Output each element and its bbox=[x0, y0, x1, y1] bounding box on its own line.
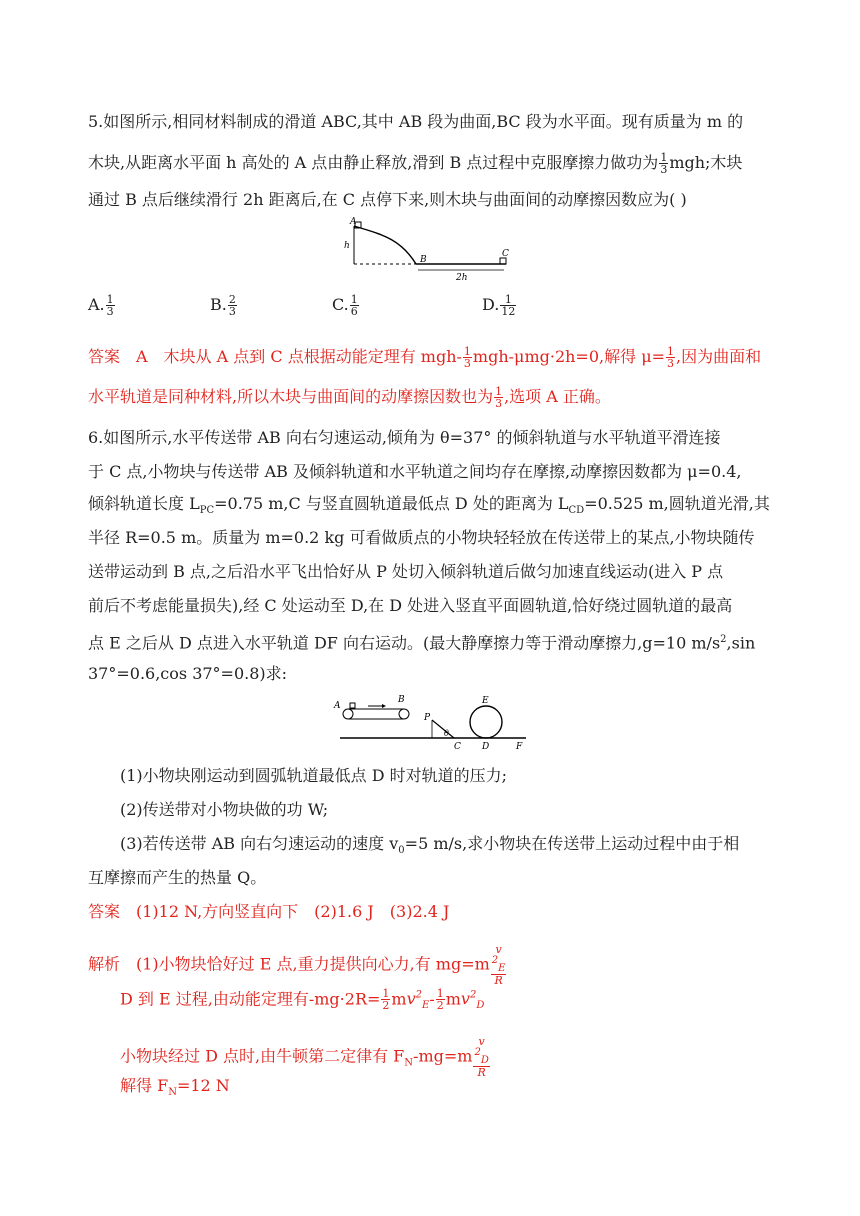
q6-solution-3: 小物块经过 D 点时,由牛顿第二定律有 $F_N-mg=m$ v $^2_D$ R bbox=[120, 1035, 489, 1079]
label-f: F bbox=[516, 742, 523, 752]
label-p: P bbox=[424, 713, 431, 723]
label-h: h bbox=[344, 241, 350, 251]
q6-sub-1: (1)小物块刚运动到圆弧轨道最低点 D 时对轨道的压力; bbox=[120, 766, 508, 785]
q6-solution-1: 解析 (1)小物块恰好过 E 点,重力提供向心力,有 mg=m v $^2_E$ R bbox=[88, 943, 506, 987]
label-a: A bbox=[334, 701, 341, 711]
q6-answer: 答案 (1)12 N,方向竖直向下 (2)1.6 J (3)2.4 J bbox=[88, 902, 450, 921]
label-2h: 2h bbox=[456, 273, 468, 283]
q5-line-2: 木块,从距离水平面 h 高处的 A 点由静止释放,滑到 B 点过程中克服摩擦力做功为 $\frac{1}{3}$ mgh;木块 bbox=[88, 151, 743, 176]
q6-solution-4: 解得 $F_N=12$ N bbox=[120, 1076, 230, 1099]
option-c[interactable]: C. $\frac{1}{6}$ bbox=[332, 293, 358, 318]
option-d[interactable]: D. $\frac{1}{12}$ bbox=[482, 293, 516, 318]
label-e: E bbox=[482, 696, 489, 706]
q6-line-4: 半径 R=0.5 m。质量为 m=0.2 kg 可看做质点的小物块轻轻放在传送带上的某点,小物块随传 bbox=[88, 528, 755, 547]
q6-line-5: 送带运动到 B 点,之后沿水平飞出恰好从 P 处切入倾斜轨道后做匀加速直线运动(进入 P 点 bbox=[88, 562, 724, 581]
q6-line-6: 前后不考虑能量损失),经 C 处运动至 D,在 D 处进入竖直平面圆轨道,恰好绕过圆轨道的最高 bbox=[88, 596, 733, 615]
option-b[interactable]: B. $\frac{2}{3}$ bbox=[210, 293, 236, 318]
q5-answer-1: 答案 A 木块从 A 点到 C 点根据动能定理有 mgh- $\frac{1}{3}$ mgh-μmg·2h=0,解得 μ= $\frac{1}{3}$ ,因为曲面和 bbox=[88, 345, 762, 370]
label-a: A bbox=[350, 217, 357, 227]
label-c: C bbox=[502, 249, 509, 259]
q6-line-3: 倾斜轨道长度 $L_{PC}=0.75$ m,C 与竖直圆轨道最低点 D 处的距离为 $L_{CD}=0.525$ m,圆轨道光滑,其 bbox=[88, 494, 770, 517]
q6-line-1: 6.如图所示,水平传送带 AB 向右匀速运动,倾角为 θ=37° 的倾斜轨道与水平轨道平滑连接 bbox=[88, 428, 721, 447]
q6-sub-2: (2)传送带对小物块做的功 W; bbox=[120, 800, 329, 819]
q6-sub-3-cont: 互摩擦而产生的热量 Q。 bbox=[88, 868, 267, 887]
label-d: D bbox=[482, 742, 490, 752]
label-b: B bbox=[398, 695, 405, 705]
option-a[interactable]: A. $\frac{1}{3}$ bbox=[88, 293, 114, 318]
q5-line-1: 5.如图所示,相同材料制成的滑道 ABC,其中 AB 段为曲面,BC 段为水平面。现有质量为 m 的 bbox=[88, 112, 744, 131]
q6-line-7: 点 E 之后从 D 点进入水平轨道 DF 向右运动。(最大静摩擦力等于滑动摩擦力,g=10 $m/s^2,\sin$ bbox=[88, 633, 756, 653]
q5-answer-2: 水平轨道是同种材料,所以木块与曲面间的动摩擦因数也为 $\frac{1}{3}$ ,选项 A 正确。 bbox=[88, 385, 611, 410]
label-b: B bbox=[420, 255, 427, 265]
q6-line-2: 于 C 点,小物块与传送带 AB 及倾斜轨道和水平轨道之间均存在摩擦,动摩擦因数都为 μ=0.4, bbox=[88, 462, 742, 481]
label-theta: θ bbox=[444, 729, 449, 738]
q6-line-8: 37°=0.6,cos 37°=0.8)求: bbox=[88, 664, 288, 683]
fraction: $\frac{1}{3}$ bbox=[660, 151, 668, 176]
q6-solution-2: D 到 E 过程,由动能定理有-mg·2R= $\frac{1}{2}$ $mv^2_E-$ $\frac{1}{2}$ $mv^2_D$ bbox=[120, 987, 485, 1013]
q6-sub-3: (3)若传送带 AB 向右匀速运动的速度 $v_0=5$ m/s,求小物块在传送带上运动过程中由于相 bbox=[120, 834, 740, 857]
q6-figure bbox=[330, 690, 530, 754]
q5-figure bbox=[340, 214, 520, 290]
q5-line-3: 通过 B 点后继续滑行 2h 距离后,在 C 点停下来,则木块与曲面间的动摩擦因数应为( ) bbox=[88, 190, 687, 209]
label-c: C bbox=[454, 742, 461, 752]
